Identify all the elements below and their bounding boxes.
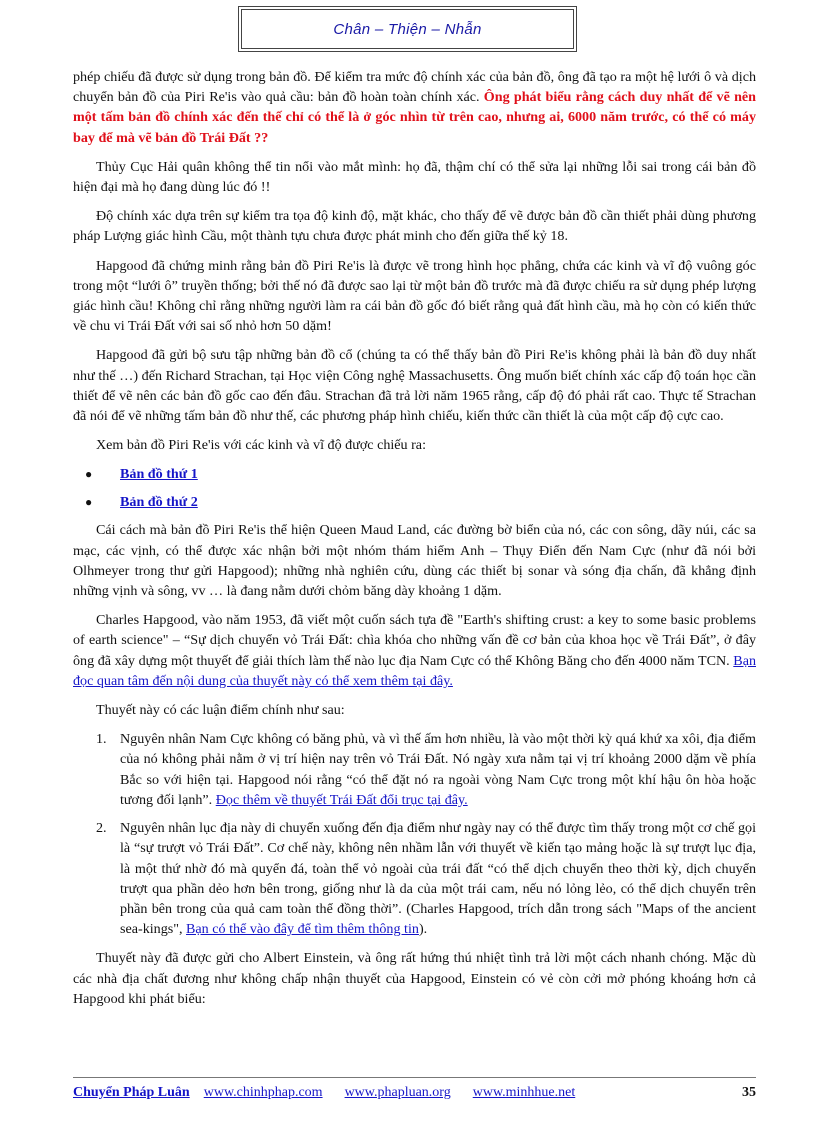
- paragraph-7: Cái cách mà bản đồ Piri Re'is thể hiện Queen Maud Land, các đường bờ biển của nó, các con sông, dãy núi, các sa mạc, các vịnh, có thể được xác nhận bởi một nhóm thám hiểm Anh – Thụy Điển đến Nam Cực (như đã nói bởi Olhmeyer trong thư gửi Hapgood); những nhà nghiên cứu, dùng các thiết bị sonar và sóng địa chấn, đã khẳng định những vịnh và sông, vv … là đang nằm dưới chỏm băng dày khoảng 1 dặm.: [73, 522, 756, 600]
- more-info-link[interactable]: Bạn có thể vào đây để tìm thêm thông tin: [186, 921, 419, 938]
- footer-link-minhhue[interactable]: www.minhhue.net: [472, 1085, 576, 1100]
- theory-points-list: [73, 729, 756, 939]
- list-number: 1.: [96, 731, 107, 748]
- footer-divider: [73, 1077, 756, 1078]
- bullet-icon: ●: [85, 467, 93, 482]
- bullet-icon: ●: [85, 495, 93, 510]
- list-item-text: Nguyên nhân Nam Cực không có băng phủ, và vì thế ấm hơn nhiều, là vào một thời kỳ quá khứ xa xôi, địa điểm của nó không phải nằm ở vị trí hiện nay trên vỏ Trái Đất. Nó ngày xưa nằm tại vị trí khoảng 2000 dặm về phía Bắc so với hiện tại. Hapgood nói rằng “có thể đặt nó ra ngoài vòng Nam Cực trong một khí hậu ôn hòa hoặc tương đối lạnh”.: [120, 731, 756, 808]
- theory-link[interactable]: Bạn đọc quan tâm đến nội dung của thuyết này có thể xem thêm tại đây.: [73, 652, 756, 689]
- paragraph-5: Hapgood đã gửi bộ sưu tập những bản đồ cổ (chúng ta có thể thấy bản đồ Piri Re'is không phải là bản đồ duy nhất như thế …) đến Richard Strachan, tại Học viện Công nghệ Massachusetts. Ông muốn biết chính xác cấp độ toán học cần thiết để vẽ nên các bản đồ gốc cao đến đâu. Strachan đã trả lời năm 1965 rằng, cấp độ đó phải rất cao. Thực tế Strachan đã nói để vẽ những tấm bản đồ như thế, các phương pháp hình chiếu, kiến thức cần thiết là của một cấp độ cực cao.: [73, 347, 756, 425]
- paragraph-9: Thuyết này có các luận điểm chính như sau:: [96, 702, 345, 719]
- header-title: Chân – Thiện – Nhẫn: [333, 20, 482, 38]
- list-item: [73, 729, 756, 810]
- paragraph-1: [73, 67, 756, 148]
- list-number: 2.: [96, 820, 107, 837]
- paragraph-1-text: phép chiếu đã được sử dụng trong bản đồ. Để kiểm tra mức độ chính xác của bản đồ, ông đã tạo ra một hệ lưới ô và dịch chuyển bản đồ của Piri Re'is vào quả cầu: bản đồ hoàn toàn chính xác.: [73, 69, 756, 106]
- paragraph-2: Thủy Cục Hải quân không thể tin nổi vào mắt mình: họ đã, thậm chí có thể sửa lại những lỗi sai trong cái bản đồ hiện đại mà họ đang dùng lúc đó !!: [73, 158, 756, 196]
- list-item: [73, 464, 756, 484]
- page-number: 35: [742, 1085, 756, 1100]
- footer-brand: Chuyển Pháp Luân: [73, 1085, 190, 1100]
- footer-link-chinhphap[interactable]: www.chinhphap.com: [203, 1085, 323, 1100]
- list-item-tail: ).: [418, 921, 428, 938]
- page-footer: [73, 1085, 756, 1103]
- paragraph-10: Thuyết này đã được gửi cho Albert Einstein, và ông rất hứng thú nhiệt tình trả lời một cách nhanh chóng. Mặc dù các nhà địa chất đương như không chấp nhận thuyết của Hapgood, Einstein có vẻ còn cởi mở phóng khoáng hơn cả Hapgood khi phát biểu:: [73, 950, 756, 1007]
- paragraph-6: Xem bản đồ Piri Re'is với các kinh và vĩ độ được chiếu ra:: [96, 437, 426, 454]
- paragraph-8: [73, 610, 756, 691]
- paragraph-4: Hapgood đã chứng minh rằng bản đồ Piri Re'is là được vẽ trong hình học phẳng, chứa các kinh và vĩ độ vuông góc trong một “lưới ô” truyền thống; bởi thế nó đã được sao lại từ một bản đồ trước mà đã được chiếu ra sử dụng phép lượng giác hình cầu! Không chỉ rằng những người làm ra cái bản đồ gốc đó biết rằng quả đất hình cầu, mà họ còn có kiến thức về chu vi Trái Đất với sai số nhỏ hơn 50 dặm!: [73, 257, 756, 335]
- pole-shift-link[interactable]: Đọc thêm về thuyết Trái Đất đổi trục tại đây.: [215, 791, 468, 808]
- footer-link-phapluan[interactable]: www.phapluan.org: [344, 1085, 451, 1100]
- map-link-list: [73, 464, 756, 512]
- header-box: [241, 9, 574, 49]
- document-body: [73, 67, 756, 1018]
- highlight-text: Ông phát biểu rằng cách duy nhất để vẽ nên một tấm bản đồ chính xác đến thế chỉ có thể là ở góc nhìn từ trên cao, nhưng ai, 6000 năm trước, có thể có máy bay để mà vẽ bản đồ Trái Đất ??: [73, 89, 757, 146]
- list-item: [73, 818, 756, 939]
- map-link-1[interactable]: Bản đồ thứ 1: [120, 466, 198, 483]
- list-item: [73, 492, 756, 512]
- map-link-2[interactable]: Bản đồ thứ 2: [120, 494, 198, 511]
- paragraph-3: Độ chính xác dựa trên sự kiểm tra tọa độ kinh độ, mặt khác, cho thấy để vẽ được bản đồ cần thiết phải dùng phương pháp Lượng giác hình Cầu, một thành tựu chưa được phát minh cho đến giữa thế kỷ 18.: [73, 208, 756, 245]
- list-item-text: Nguyên nhân lục địa này di chuyển xuống đến địa điểm như ngày nay có thể được tìm thấy trong một cơ chế gọi là “sự trượt vỏ Trái Đất”. Cơ chế này, không nên nhầm lẫn với thuyết về kiến tạo mảng hoặc là sự trượt lục địa, là một thứ nhờ đó mà quyển đá, toàn thể vỏ ngoài của trái đất “có thể dịch chuyển theo thời kỳ, dịch chuyển trượt qua phần dẻo hơn bên trong, giống như là da của một trái cam, nếu nó lỏng lẻo, có thể dịch chuyển trên phần bên trong của quả cam toàn thể đồng thời”. (Charles Hapgood, trích dẫn trong sách "Maps of the ancient sea-kings",: [120, 820, 756, 938]
- paragraph-8-text: Charles Hapgood, vào năm 1953, đã viết một cuốn sách tựa đề "Earth's shifting crust: a key to some basic problems of earth science" – “Sự dịch chuyển vỏ Trái Đất: chìa khóa cho những vấn đề cơ bản của khoa học về Trái Đất”, ở đây ông đã xây dựng một thuyết để giải thích làm thế nào lục địa Nam Cực có thể Không Băng cho đến 4000 năm TCN.: [73, 612, 756, 669]
